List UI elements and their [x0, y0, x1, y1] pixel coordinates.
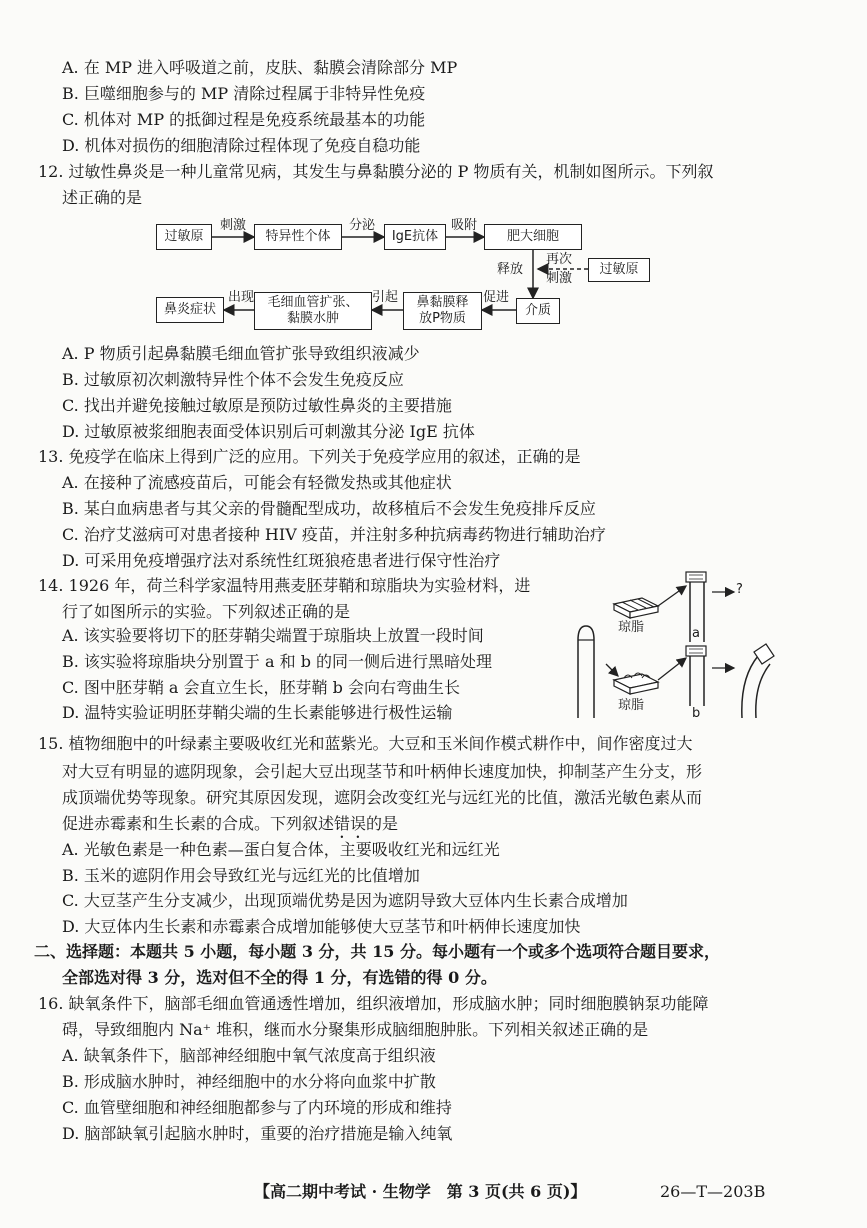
page-footer: 【高二期中考试 · 生物学 第 3 页(共 6 页)】 — [254, 1182, 587, 1201]
q15-stem-line3: 成顶端优势等现象。研究其原因发现，遮阴会改变红光与远红光的比值，激活光敏色素从而 — [62, 788, 703, 807]
flow-box-ige-antibody: IgE抗体 — [384, 224, 446, 250]
q12-option-a: A. P 物质引起鼻黏膜毛细血管扩张导致组织液减少 — [62, 344, 420, 363]
q11-option-d: D. 机体对损伤的细胞清除过程体现了免疫自稳功能 — [62, 136, 421, 155]
went-experiment-figure — [570, 568, 800, 728]
q12-option-b: B. 过敏原初次刺激特异性个体不会发生免疫反应 — [62, 370, 404, 389]
q14-stem: 14. 1926 年，荷兰科学家温特用燕麦胚芽鞘和琼脂块为实验材料，进 — [38, 576, 531, 595]
section2-heading: 二、选择题：本题共 5 小题，每小题 3 分，共 15 分。每小题有一个或多个选项符合题目要求， — [34, 942, 720, 961]
q15-option-b: B. 玉米的遮阴作用会导致红光与远红光的比值增加 — [62, 866, 420, 885]
q14-option-b: B. 该实验将琼脂块分别置于 a 和 b 的同一侧后进行黑暗处理 — [62, 652, 493, 671]
q15-option-c: C. 大豆茎产生分支减少，出现顶端优势是因为遮阴导致大豆体内生长素合成增加 — [62, 891, 628, 910]
q11-option-a: A. 在 MP 进入呼吸道之前，皮肤、黏膜会清除部分 MP — [62, 58, 458, 77]
figure-label-b: b — [692, 706, 701, 721]
flow-box-specific-individual: 特异性个体 — [254, 224, 342, 250]
q16-option-b: B. 形成脑水肿时，神经细胞中的水分将向血浆中扩散 — [62, 1072, 436, 1091]
q14-option-a: A. 该实验要将切下的胚芽鞘尖端置于琼脂块上放置一段时间 — [62, 626, 484, 645]
flow-box-symptom: 鼻炎症状 — [156, 297, 224, 323]
q11-option-c: C. 机体对 MP 的抵御过程是免疫系统最基本的功能 — [62, 110, 426, 129]
figure-agar-label-bottom: 琼脂 — [618, 698, 645, 713]
flow-box-mast-cell: 肥大细胞 — [484, 224, 582, 250]
q14-option-d: D. 温特实验证明胚芽鞘尖端的生长素能够进行极性运输 — [62, 703, 453, 722]
q13-stem: 13. 免疫学在临床上得到广泛的应用。下列关于免疫学应用的叙述，正确的是 — [38, 447, 581, 466]
flow-edge-secrete: 分泌 — [349, 218, 376, 233]
q12-option-c: C. 找出并避免接触过敏原是预防过敏性鼻炎的主要措施 — [62, 396, 452, 415]
q15-option-a: A. 光敏色素是一种色素—蛋白复合体，主要吸收红光和远红光 — [62, 840, 500, 859]
q14-option-c: C. 图中胚芽鞘 a 会直立生长，胚芽鞘 b 会向右弯曲生长 — [62, 678, 460, 697]
q15-stem-line2: 对大豆有明显的遮阴现象，会引起大豆出现茎节和叶柄伸长速度加快，抑制茎产生分支，形 — [62, 762, 703, 781]
flow-edge-promote: 促进 — [483, 290, 510, 305]
flow-edge-stimulate: 刺激 — [220, 218, 247, 233]
flow-edge-appear: 出现 — [228, 290, 255, 305]
flow-box-p-substance — [403, 292, 482, 330]
q16-option-c: C. 血管壁细胞和神经细胞都参与了内环境的形成和维持 — [62, 1098, 452, 1117]
flow-edge-cause: 引起 — [372, 290, 399, 305]
q13-option-b: B. 某白血病患者与其父亲的骨髓配型成功，故移植后不会发生免疫排斥反应 — [62, 499, 596, 518]
q15-stem-emphasis: 错误 — [334, 814, 367, 833]
flow-box-capillary-line1: 毛细血管扩张、 — [267, 295, 359, 310]
figure-question-mark: ? — [736, 582, 743, 597]
flow-box-p-substance-line1: 鼻黏膜释 — [416, 295, 469, 310]
flow-box-mediator: 介质 — [516, 298, 560, 324]
q12-stem-cont: 述正确的是 — [62, 188, 143, 207]
q13-option-c: C. 治疗艾滋病可对患者接种 HIV 疫苗，并注射多种抗病毒药物进行辅助治疗 — [62, 525, 606, 544]
figure-label-a: a — [692, 626, 700, 641]
q16-option-d: D. 脑部缺氧引起脑水肿时，重要的治疗措施是输入纯氧 — [62, 1124, 453, 1143]
q15-stem-suffix: 的是 — [366, 814, 399, 833]
figure-agar-label-top: 琼脂 — [618, 620, 645, 635]
section2-heading-cont: 全部选对得 3 分，选对但不全的得 1 分，有选错的得 0 分。 — [62, 968, 497, 987]
q15-option-d: D. 大豆体内生长素和赤霉素合成增加能够使大豆茎节和叶柄伸长速度加快 — [62, 917, 581, 936]
paper-code: 26—T—203B — [660, 1182, 766, 1201]
q11-option-b: B. 巨噬细胞参与的 MP 清除过程属于非特异性免疫 — [62, 84, 426, 103]
flow-edge-again: 再次 — [546, 252, 573, 267]
flow-box-allergen-second: 过敏原 — [588, 258, 650, 282]
allergy-mechanism-diagram — [150, 212, 680, 338]
q16-stem-cont: 碍，导致细胞内 Na⁺ 堆积，继而水分聚集形成脑细胞肿胀。下列相关叙述正确的是 — [62, 1020, 649, 1039]
coleoptile-drawing — [570, 568, 800, 728]
q16-option-a: A. 缺氧条件下，脑部神经细胞中氧气浓度高于组织液 — [62, 1046, 436, 1065]
flow-edge-release: 释放 — [497, 262, 524, 277]
q15-stem-prefix: 促进赤霉素和生长素的合成。下列叙述 — [62, 814, 335, 833]
q13-option-a: A. 在接种了流感疫苗后，可能会有轻微发热或其他症状 — [62, 473, 452, 492]
q12-stem: 12. 过敏性鼻炎是一种儿童常见病，其发生与鼻黏膜分泌的 P 物质有关，机制如图所示。下列叙 — [38, 162, 714, 181]
q13-option-d: D. 可采用免疫增强疗法对系统性红斑狼疮患者进行保守性治疗 — [62, 551, 501, 570]
flow-edge-stimulate-again: 刺激 — [546, 271, 573, 286]
flow-edge-adsorb: 吸附 — [451, 218, 478, 233]
flow-box-p-substance-line2: 放P物质 — [419, 311, 466, 326]
flow-box-capillary-line2: 黏膜水肿 — [286, 311, 339, 326]
flow-box-allergen: 过敏原 — [156, 224, 212, 250]
flow-box-capillary — [254, 292, 372, 330]
q16-stem: 16. 缺氧条件下，脑部毛细血管通透性增加，组织液增加，形成脑水肿；同时细胞膜钠泵功能障 — [38, 994, 709, 1013]
q15-stem-line1: 15. 植物细胞中的叶绿素主要吸收红光和蓝紫光。大豆和玉米间作模式耕作中，间作密度过大 — [38, 734, 693, 753]
q12-option-d: D. 过敏原被浆细胞表面受体识别后可刺激其分泌 IgE 抗体 — [62, 422, 475, 441]
q14-stem-cont: 行了如图所示的实验。下列叙述正确的是 — [62, 602, 351, 621]
